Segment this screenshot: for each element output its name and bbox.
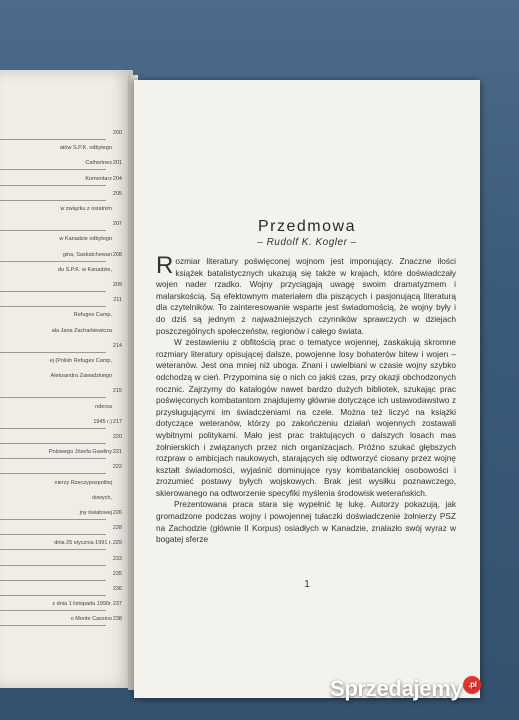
paragraph: Prezentowana praca stara się wypełnić tę lukę. Autorzy pokazują, jak gromadzone podczas wojny i powojennej tułaczki doświadczenie żołnierzy PSZ na Zachodzie (głównie II Korpus) osiadłych w Kanadzie, znalazło swój wyraz w bogatej sferze	[156, 499, 456, 545]
toc-entry-page: 217	[112, 418, 122, 425]
toc-rule	[0, 473, 106, 474]
toc-rule	[0, 534, 106, 535]
toc-entry-page: 209	[112, 282, 122, 288]
toc-entry	[0, 404, 126, 414]
toc-entry	[0, 601, 126, 611]
toc-rule	[0, 565, 106, 566]
toc-entry	[0, 525, 126, 535]
page-number: 1	[304, 579, 310, 590]
right-page	[134, 80, 480, 698]
toc-rule	[0, 580, 106, 581]
toc-entry	[0, 495, 126, 505]
toc-entry-text: Polowego Józefa Gawliny	[49, 449, 112, 456]
toc-rule	[0, 139, 106, 140]
toc-rule	[0, 291, 106, 292]
toc-rule	[0, 397, 106, 398]
toc-entry	[0, 297, 126, 307]
toc-entry-text: ndersa	[95, 403, 112, 410]
toc-entry	[0, 160, 126, 170]
toc-rule	[0, 200, 106, 201]
toc-entry-page: 214	[112, 342, 122, 349]
toc-entry	[0, 419, 126, 429]
toc-entry	[0, 343, 126, 353]
toc-rule	[0, 428, 106, 429]
toc-rule	[0, 443, 106, 444]
toc-entry-text: 1945 r.)	[93, 418, 112, 425]
toc-entry	[0, 571, 126, 581]
toc-entry-page: 226	[112, 510, 122, 516]
toc-entry-text: w związku z ostatnim	[60, 206, 112, 212]
toc-entry-page: 222	[112, 464, 122, 471]
toc-entry	[0, 312, 126, 322]
toc-entry	[0, 616, 126, 626]
toc-entry	[0, 206, 126, 216]
toc-rule	[0, 352, 106, 353]
toc-entry-text: Refuges Camp,	[73, 312, 112, 319]
toc-entry-page: 208	[112, 251, 122, 258]
drop-cap: R	[156, 252, 174, 279]
toc-rule	[0, 230, 106, 231]
toc-rule	[0, 169, 106, 170]
watermark-badge: .pl	[463, 676, 481, 694]
toc-entry	[0, 510, 126, 520]
body-text	[156, 252, 456, 546]
left-page	[0, 70, 133, 688]
page-subtitle: – Rudolf K. Kogler –	[257, 237, 357, 248]
toc-entry	[0, 480, 126, 490]
toc-entry-text: dnia 25 stycznia 1991 r.	[54, 540, 112, 547]
page-title: Przedmowa	[258, 218, 356, 235]
toc-entry-text: ala Jana Zacharkiewicza	[51, 327, 112, 334]
toc-entry-page: 207	[112, 221, 122, 228]
toc-entry	[0, 464, 126, 474]
toc-entry	[0, 373, 126, 383]
toc-entry	[0, 434, 126, 444]
toc-entry	[0, 540, 126, 550]
toc-entry	[0, 449, 126, 459]
toc-entry-text: w Kanadzie odbytego	[59, 236, 112, 243]
toc-entry	[0, 556, 126, 566]
toc-entry-page: 233	[112, 555, 122, 562]
toc-entry-page: 238	[112, 616, 122, 623]
toc-entry	[0, 130, 126, 140]
toc-entry-text: nierzy Rzeczypospolitej	[54, 479, 112, 486]
toc-rule	[0, 185, 106, 186]
toc-entry	[0, 586, 126, 596]
toc-entry	[0, 358, 126, 368]
toc-entry-text: Aleksandra Zawadzkiego	[50, 373, 112, 380]
toc-entry	[0, 191, 126, 201]
toc-rule	[0, 595, 106, 596]
toc-entry-page: 229	[112, 540, 122, 547]
toc-entry-text: dowych,	[91, 494, 112, 501]
toc-rule	[0, 458, 106, 459]
toc-entry	[0, 176, 126, 186]
toc-rule	[0, 519, 106, 520]
toc-entry-page: 205	[112, 190, 122, 197]
toc-entry	[0, 328, 126, 338]
toc-entry-text: Komentarz	[85, 175, 112, 182]
toc-entry	[0, 221, 126, 231]
toc-entry-text: atów S.P.K. odbytego	[59, 145, 112, 152]
toc-rule	[0, 610, 106, 611]
toc-entry-page: 211	[113, 297, 122, 304]
toc-entry-page: 228	[112, 525, 122, 532]
toc-rule	[0, 261, 106, 262]
toc-entry-page: 237	[112, 601, 122, 608]
toc-entry-text: gina, Saskatchewan	[62, 251, 112, 258]
toc-entry	[0, 236, 126, 246]
watermark-logo: Sprzedajemy .pl	[330, 676, 481, 702]
toc-entry-text: Catherines	[85, 160, 112, 167]
toc-entry-text: ej (Polish Refuges Camp,	[49, 358, 112, 364]
toc-entry-text: z dnia 1 listopada 1990r.	[52, 601, 112, 608]
paragraph: W zestawieniu z obfitością prac o tematyce wojennej, zaskakują skromne rozmiary literatury opisującej dalsze, powojenne losy bohaterów bitew i wojen – weteranów. Jest ona mniej niż uboga. Znani i uwielbiani w czasie wojny szybko odchodzą w cień. Przypomina się o nich co jakiś czas, przy okazji obchodzonych rocznic. Zajrzymy do katalogów nawet bardzo dużych bibliotek, szukając prac poświęconych kombatantom znajdujemy głównie dotyczące ich ustawodawstwo z przysługującymi im świadczeniami na czele. Można też liczyć na książki dotyczące weteranów, którzy po zakończeniu działań wojennych zostawali wybitnymi politykami. Mało jest prac traktujących o dalszych losach mas żołnierskich i związanych przez nich organizacjach. Próżno szukać głębszych rozpraw o ambicjach naukowych, starających się odtworzyć ciosany przez wojnę kształt świadomości, wyjaśnić dominujące rysy kombatanckiej osobowości i zrozumieć postawy byłych wojskowych. Brak jest wysiłku poznawczego, skierowanego na odtworzenie specyfiki myślenia środowisk weterańskich.	[156, 337, 456, 498]
toc-entry	[0, 267, 126, 277]
toc-entry	[0, 388, 126, 398]
toc-entry-text: jny światowej	[79, 510, 112, 516]
toc-entry-text: du S.P.K. w Kanadzie,	[57, 266, 112, 273]
toc-entry	[0, 252, 126, 262]
toc-entry-page: 221	[112, 449, 122, 456]
toc-entry-page: 220	[112, 434, 122, 440]
toc-entry-page: 236	[112, 586, 122, 592]
toc-entry	[0, 145, 126, 155]
toc-entry-page: 215	[112, 388, 122, 395]
toc-entry	[0, 282, 126, 292]
toc-entry-page: 235	[112, 570, 122, 577]
toc-entry-page: 204	[112, 175, 122, 182]
paragraph: Rozmiar literatury poświęconej wojnom jest imponujący. Znaczne ilości książek batalistycznych ukazują się także w krajach, które doświadczały wojen nader rzadko. Wojny przyciągają uwagę swoim dramatyzmem i malarskością. Są efektownym materiałem dla piszących i pasjonującą literaturą dla czytelników. To zainteresowanie wsparte jest świadomością, że wojny były i do dziś są jednym z najważniejszych czynników sprawczych w dziejach poszczególnych społeczeństw, regionów i całego świata.	[156, 252, 456, 336]
toc-entry-page: 200	[112, 130, 122, 136]
toc-rule	[0, 549, 106, 550]
toc-rule	[0, 625, 106, 626]
toc-rule	[0, 306, 106, 307]
toc-entry-page: 201	[112, 160, 122, 167]
toc-entry-text: o Monte Cassino	[70, 616, 112, 623]
